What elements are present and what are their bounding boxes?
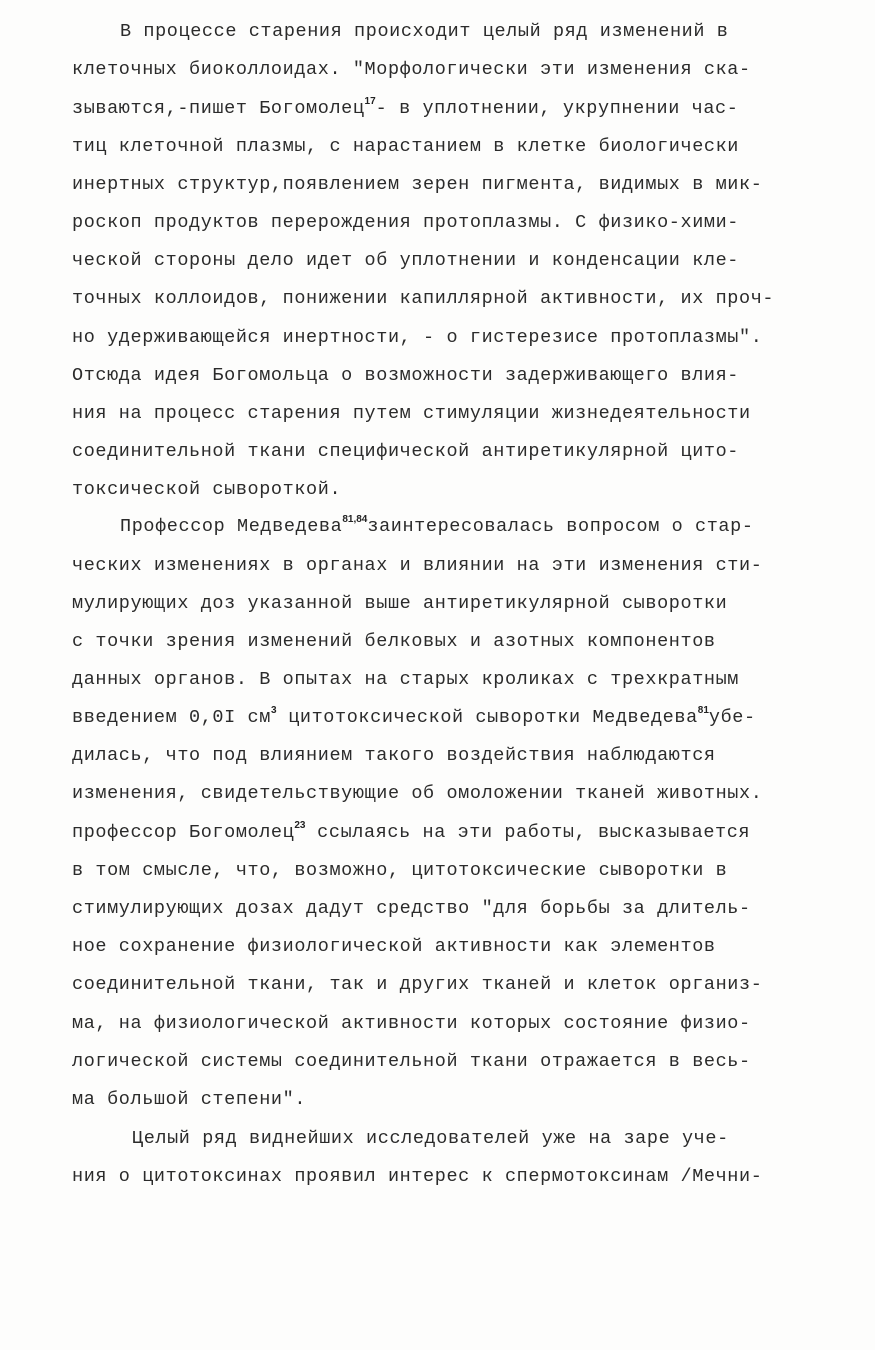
text-segment: Профессор Медведева bbox=[120, 516, 343, 537]
reference-superscript: 17 bbox=[364, 96, 376, 107]
text-line: данных органов. В опытах на старых кроликах с трехкратным bbox=[72, 669, 740, 690]
text-line: ное сохранение физиологической активности как элементов bbox=[72, 936, 716, 957]
text-line: инертных структур,появлением зерен пигмента, видимых в мик- bbox=[72, 174, 763, 195]
text-line bbox=[72, 97, 738, 121]
text-segment: заинтересовалась вопросом о стар- bbox=[367, 516, 754, 537]
text-line: тиц клеточной плазмы, с нарастанием в клетке биологически bbox=[72, 136, 740, 157]
reference-superscript: 3 bbox=[270, 705, 277, 716]
text-line: В процессе старения происходит целый ряд изменений в bbox=[120, 21, 729, 42]
text-line: точных коллоидов, понижении капиллярной активности, их проч- bbox=[72, 288, 775, 309]
text-line: дилась, что под влиянием такого воздействия наблюдаются bbox=[72, 745, 716, 766]
reference-superscript: 81 bbox=[697, 705, 709, 716]
text-line bbox=[120, 515, 754, 539]
reference-superscript: 81,84 bbox=[342, 514, 368, 525]
text-segment: профессор Богомолец bbox=[72, 822, 295, 843]
text-line: ческих изменениях в органах и влиянии на эти изменения сти- bbox=[72, 555, 763, 576]
text-line: Целый ряд виднейших исследователей уже на заре уче- bbox=[132, 1128, 729, 1149]
text-segment: зываются,-пишет Богомолец bbox=[72, 98, 365, 119]
text-segment: введением 0,0I см bbox=[72, 707, 271, 728]
text-line: соединительной ткани специфической антиретикулярной цито- bbox=[72, 441, 740, 462]
text-segment: цитотоксической сыворотки Медведева bbox=[276, 707, 698, 728]
text-line: клеточных биоколлоидах. "Морфологически эти изменения ска- bbox=[72, 59, 751, 80]
text-line bbox=[72, 706, 756, 730]
text-line: ния о цитотоксинах проявил интерес к спермотоксинам /Мечни- bbox=[72, 1166, 763, 1187]
reference-superscript: 23 bbox=[294, 820, 306, 831]
text-segment: ссылаясь на эти работы, высказывается bbox=[305, 822, 751, 843]
text-segment: - в уплотнении, укрупнении час- bbox=[375, 98, 739, 119]
text-line bbox=[72, 821, 750, 845]
text-line: ма, на физиологической активности которых состояние физио- bbox=[72, 1013, 751, 1034]
text-line: ма большой степени". bbox=[72, 1089, 307, 1110]
text-line: токсической сывороткой. bbox=[72, 479, 342, 500]
text-line: но удерживающейся инертности, - о гистерезисе протоплазмы". bbox=[72, 327, 763, 348]
text-line: Отсюда идея Богомольца о возможности задерживающего влия- bbox=[72, 365, 740, 386]
text-segment: убе- bbox=[708, 707, 756, 728]
text-line: роскоп продуктов перерождения протоплазмы. С физико-хими- bbox=[72, 212, 740, 233]
text-line: в том смысле, что, возможно, цитотоксические сыворотки в bbox=[72, 860, 728, 881]
text-line: изменения, свидетельствующие об омоложении тканей животных. bbox=[72, 783, 763, 804]
text-line: стимулирующих дозах дадут средство "для борьбы за длитель- bbox=[72, 898, 751, 919]
text-line: мулирующих доз указанной выше антиретикулярной сыворотки bbox=[72, 593, 728, 614]
text-line: ческой стороны дело идет об уплотнении и конденсации кле- bbox=[72, 250, 740, 271]
text-line: с точки зрения изменений белковых и азотных компонентов bbox=[72, 631, 716, 652]
text-line: логической системы соединительной ткани отражается в весь- bbox=[72, 1051, 751, 1072]
text-line: ния на процесс старения путем стимуляции жизнедеятельности bbox=[72, 403, 751, 424]
text-line: соединительной ткани, так и других тканей и клеток организ- bbox=[72, 974, 763, 995]
